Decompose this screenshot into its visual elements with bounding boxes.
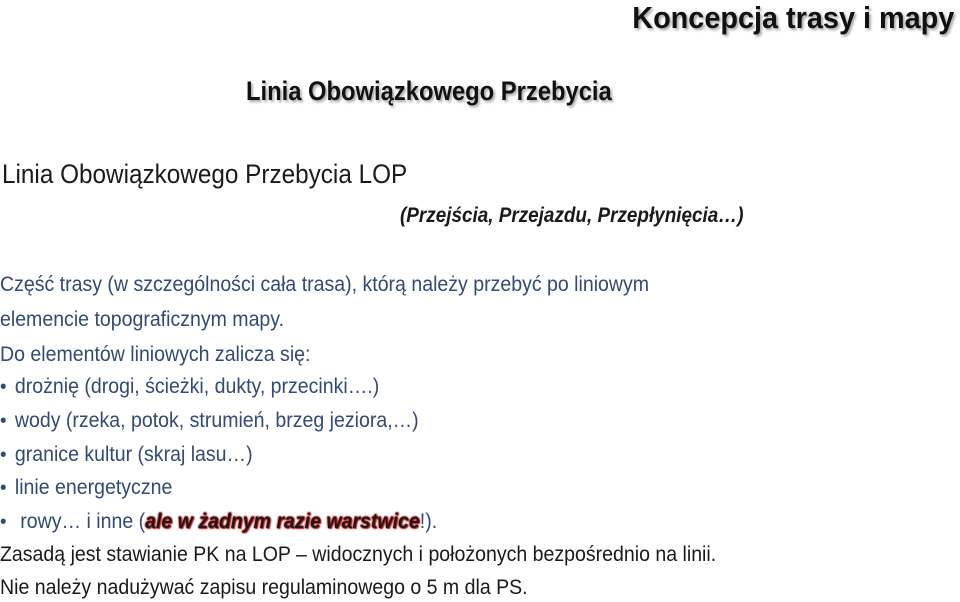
- list-item: • drożnię (drogi, ścieżki, dukty, przecinki….): [0, 374, 379, 400]
- elements-intro: Do elementów liniowych zalicza się:: [0, 343, 311, 366]
- page-title: Koncepcja trasy i mapy: [631, 0, 954, 35]
- list-item: • granice kultur (skraj lasu…): [0, 442, 253, 468]
- lop-expansion-note: (Przejścia, Przejazdu, Przepłynięcia…): [400, 204, 744, 227]
- list-item-last: [0, 509, 437, 535]
- emphasis-warning-text: ale w żadnym razie warstwice: [145, 510, 420, 533]
- last-bullet-suffix: !).: [419, 510, 438, 533]
- warning-line: Nie należy nadużywać zapisu regulaminowego o 5 m dla PS.: [0, 576, 528, 599]
- list-item: • linie energetyczne: [0, 475, 172, 501]
- lop-heading: Linia Obowiązkowego Przebycia LOP: [2, 159, 408, 189]
- last-bullet-prefix: rowy… i inne (: [14, 510, 146, 533]
- definition-line-2: elemencie topograficznym mapy.: [0, 308, 285, 331]
- section-subtitle: Linia Obowiązkowego Przebycia: [246, 76, 612, 106]
- definition-line-1: Część trasy (w szczególności cała trasa), którą należy przebyć po liniowym: [0, 273, 650, 296]
- list-item: • wody (rzeka, potok, strumień, brzeg jeziora,…): [0, 408, 419, 434]
- rule-line: Zasadą jest stawianie PK na LOP – widocznych i położonych bezpośrednio na linii.: [0, 543, 717, 566]
